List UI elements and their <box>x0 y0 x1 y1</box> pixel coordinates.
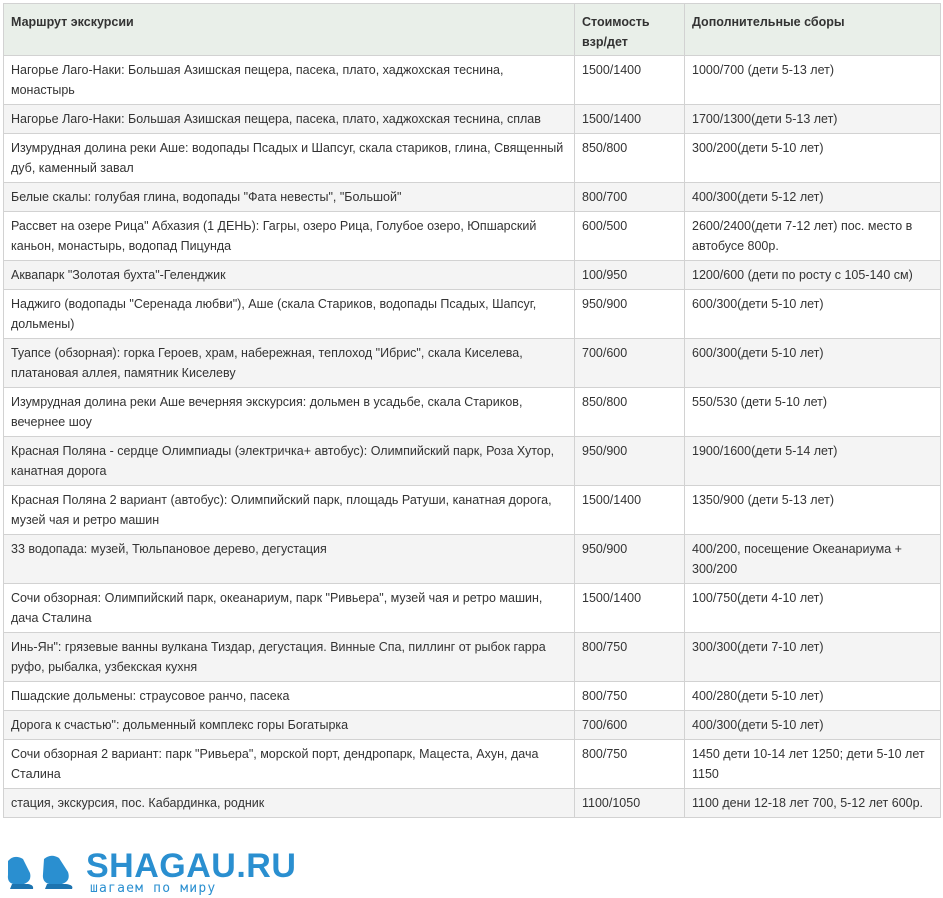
cell-route: Нагорье Лаго-Наки: Большая Азишская пещера, пасека, плато, хаджохская теснина, сплав <box>4 105 575 134</box>
header-price: Стоимость взр/дет <box>575 4 685 56</box>
cell-route: Наджиго (водопады "Серенада любви"), Аше (скала Стариков, водопады Псадых, Шапсуг, дольмены) <box>4 290 575 339</box>
cell-price: 600/500 <box>575 212 685 261</box>
cell-price: 850/800 <box>575 388 685 437</box>
cell-extra: 1450 дети 10-14 лет 1250; дети 5-10 лет 1150 <box>685 740 941 789</box>
cell-price: 700/600 <box>575 339 685 388</box>
cell-extra: 400/200, посещение Океанариума + 300/200 <box>685 535 941 584</box>
cell-extra: 1900/1600(дети 5-14 лет) <box>685 437 941 486</box>
cell-price: 950/900 <box>575 535 685 584</box>
cell-extra: 1700/1300(дети 5-13 лет) <box>685 105 941 134</box>
cell-route: Аквапарк "Золотая бухта"-Геленджик <box>4 261 575 290</box>
cell-extra: 100/750(дети 4-10 лет) <box>685 584 941 633</box>
table-row <box>4 105 941 134</box>
cell-route: 33 водопада: музей, Тюльпановое дерево, дегустация <box>4 535 575 584</box>
table-row <box>4 633 941 682</box>
table-row <box>4 183 941 212</box>
cell-price: 100/950 <box>575 261 685 290</box>
cell-extra: 400/300(дети 5-10 лет) <box>685 711 941 740</box>
cell-extra: 2600/2400(дети 7-12 лет) пос. место в автобусе 800р. <box>685 212 941 261</box>
cell-price: 1500/1400 <box>575 56 685 105</box>
cell-price: 950/900 <box>575 437 685 486</box>
cell-extra: 300/200(дети 5-10 лет) <box>685 134 941 183</box>
table-row <box>4 740 941 789</box>
table-row <box>4 711 941 740</box>
table-row <box>4 584 941 633</box>
excursions-table <box>3 3 941 818</box>
cell-price: 800/700 <box>575 183 685 212</box>
cell-route: Сочи обзорная 2 вариант: парк "Ривьера", морской порт, дендропарк, Мацеста, Ахун, дача Сталина <box>4 740 575 789</box>
cell-route: Инь-Ян": грязевые ванны вулкана Тиздар, дегустация. Винные Спа, пиллинг от рыбок гарра руфо, рыбалка, узбекская кухня <box>4 633 575 682</box>
table-row <box>4 339 941 388</box>
watermark-tagline: шагаем по миру <box>90 881 217 896</box>
cell-extra: 400/280(дети 5-10 лет) <box>685 682 941 711</box>
cell-extra: 1200/600 (дети по росту с 105-140 см) <box>685 261 941 290</box>
table-row <box>4 486 941 535</box>
cell-extra: 550/530 (дети 5-10 лет) <box>685 388 941 437</box>
cell-price: 800/750 <box>575 682 685 711</box>
cell-extra: 400/300(дети 5-12 лет) <box>685 183 941 212</box>
cell-price: 1500/1400 <box>575 486 685 535</box>
cell-route: Рассвет на озере Рица" Абхазия (1 ДЕНЬ): Гагры, озеро Рица, Голубое озеро, Юпшарский каньон, монастырь, водопад Пицунда <box>4 212 575 261</box>
cell-route: Красная Поляна - сердце Олимпиады (электричка+ автобус): Олимпийский парк, Роза Хутор, канатная дорога <box>4 437 575 486</box>
cell-route: Красная Поляна 2 вариант (автобус): Олимпийский парк, площадь Ратуши, канатная дорога, музей чая и ретро машин <box>4 486 575 535</box>
cell-extra: 1100 дени 12-18 лет 700, 5-12 лет 600р. <box>685 789 941 818</box>
table-row <box>4 261 941 290</box>
cell-price: 850/800 <box>575 134 685 183</box>
cell-extra: 600/300(дети 5-10 лет) <box>685 339 941 388</box>
table-row <box>4 290 941 339</box>
table-row <box>4 134 941 183</box>
site-watermark <box>0 845 297 898</box>
cell-price: 950/900 <box>575 290 685 339</box>
footprints-icon <box>4 851 84 893</box>
cell-route: Сочи обзорная: Олимпийский парк, океанариум, парк "Ривьера", музей чая и ретро машин, дача Сталина <box>4 584 575 633</box>
cell-price: 1500/1400 <box>575 584 685 633</box>
cell-price: 700/600 <box>575 711 685 740</box>
table-row <box>4 56 941 105</box>
cell-price: 800/750 <box>575 740 685 789</box>
cell-route: Пшадские дольмены: страусовое ранчо, пасека <box>4 682 575 711</box>
table-row <box>4 682 941 711</box>
table-row <box>4 437 941 486</box>
header-route: Маршрут экскурсии <box>4 4 575 56</box>
table-row <box>4 212 941 261</box>
cell-price: 1500/1400 <box>575 105 685 134</box>
header-extra: Дополнительные сборы <box>685 4 941 56</box>
table-header-row <box>4 4 941 56</box>
watermark-name: SHAGAU.RU <box>86 847 297 885</box>
cell-extra: 1350/900 (дети 5-13 лет) <box>685 486 941 535</box>
cell-route: Белые скалы: голубая глина, водопады "Фата невесты", "Большой" <box>4 183 575 212</box>
table-row <box>4 535 941 584</box>
cell-price: 1100/1050 <box>575 789 685 818</box>
cell-extra: 1000/700 (дети 5-13 лет) <box>685 56 941 105</box>
cell-route: Дорога к счастью": дольменный комплекс горы Богатырка <box>4 711 575 740</box>
cell-route: стация, экскурсия, пос. Кабардинка, родник <box>4 789 575 818</box>
cell-extra: 300/300(дети 7-10 лет) <box>685 633 941 682</box>
table-row <box>4 388 941 437</box>
cell-route: Нагорье Лаго-Наки: Большая Азишская пещера, пасека, плато, хаджохская теснина, монастырь <box>4 56 575 105</box>
cell-route: Изумрудная долина реки Аше: водопады Псадых и Шапсуг, скала стариков, глина, Священный дуб, каменный завал <box>4 134 575 183</box>
cell-route: Изумрудная долина реки Аше вечерняя экскурсия: дольмен в усадьбе, скала Стариков, вечернее шоу <box>4 388 575 437</box>
table-row <box>4 789 941 818</box>
cell-price: 800/750 <box>575 633 685 682</box>
cell-extra: 600/300(дети 5-10 лет) <box>685 290 941 339</box>
cell-route: Туапсе (обзорная): горка Героев, храм, набережная, теплоход "Ибрис", скала Киселева, платановая аллея, памятник Киселеву <box>4 339 575 388</box>
